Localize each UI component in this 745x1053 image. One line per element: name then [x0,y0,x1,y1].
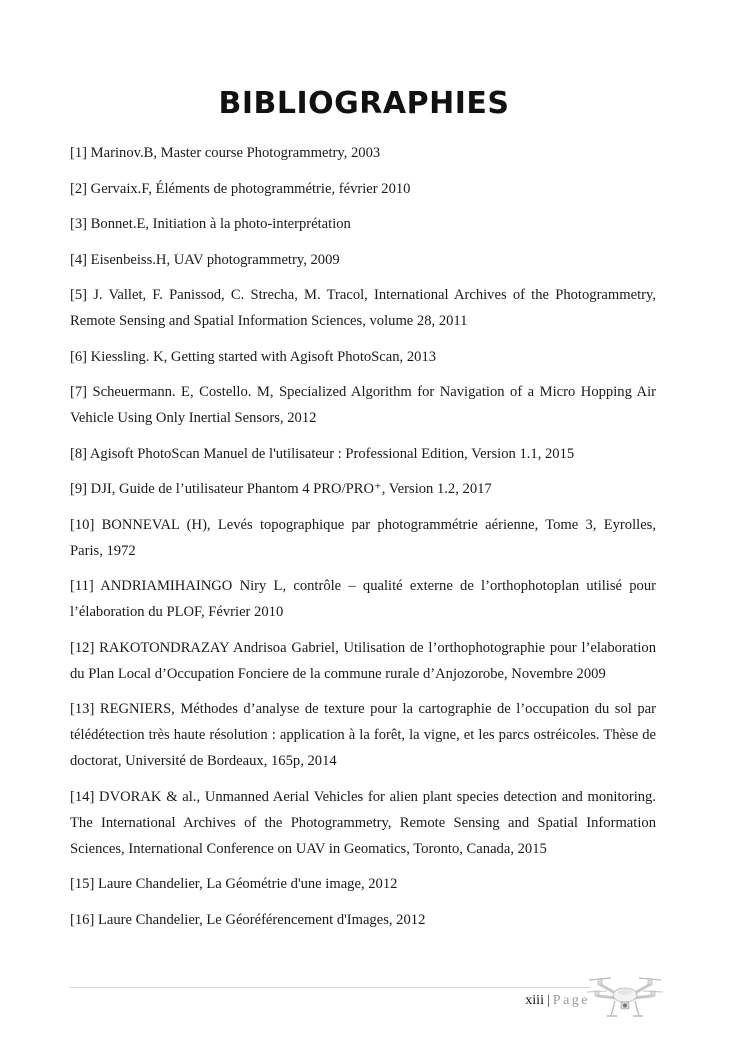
page-footer [480,992,590,1010]
page-number: xiii [525,993,544,1008]
reference-item: [3] Bonnet.E, Initiation à la photo-interprétation [70,216,351,232]
reference-item: [9] DJI, Guide de l’utilisateur Phantom 4 PRO/PRO⁺, Version 1.2, 2017 [70,481,492,497]
page-title: BIBLIOGRAPHIES [218,86,510,121]
reference-item: [11] ANDRIAMIHAINGO Niry L, contrôle – qualité externe de l’orthophotoplan utilisé pour l’élaboration du PLOF, Février 2010 [70,578,656,620]
reference-item: [14] DVORAK & al., Unmanned Aerial Vehicles for alien plant species detection and monitoring. The International Archives of the Photogrammetry, Remote Sensing and Spatial Information Sciences, International Conference on UAV in Geomatics, Toronto, Canada, 2015 [70,788,656,857]
reference-item: [6] Kiessling. K, Getting started with Agisoft PhotoScan, 2013 [70,348,437,365]
reference-item: [13] REGNIERS, Méthodes d’analyse de texture pour la cartographie de l’occupation du sol par télédétection très haute résolution : application à la forêt, la vigne, et les parcs ostréicoles. Thèse de doctorat, Université de Bordeaux, 165p, 2014 [70,701,656,769]
reference-item: [7] Scheuermann. E, Costello. M, Specialized Algorithm for Navigation of a Micro Hopping Air Vehicle Using Only Inertial Sensors, 2012 [70,384,656,426]
page-label: Page [552,993,590,1008]
reference-item: [16] Laure Chandelier, Le Géoréférencement d'Images, 2012 [70,911,426,928]
footer-divider [70,987,590,988]
reference-item: [4] Eisenbeiss.H, UAV photogrammetry, 2009 [70,251,340,268]
reference-item: [2] Gervaix.F, Éléments de photogrammétrie, février 2010 [70,180,411,197]
reference-item: [15] Laure Chandelier, La Géométrie d'une image, 2012 [70,876,398,892]
drone-icon [585,970,665,1026]
reference-item: [5] J. Vallet, F. Panissod, C. Strecha, M. Tracol, International Archives of the Photogrammetry, Remote Sensing and Spatial Information Sciences, volume 28, 2011 [70,287,656,329]
reference-list [70,140,656,942]
reference-item: [12] RAKOTONDRAZAY Andrisoa Gabriel, Utilisation de l’orthophotographie pour l’elaboration du Plan Local d’Occupation Fonciere de la commune rurale d’Anjozorobe, Novembre 2009 [70,639,656,682]
footer-separator: | [546,993,550,1008]
reference-item: [1] Marinov.B, Master course Photogrammetry, 2003 [70,145,381,161]
reference-item: [8] Agisoft PhotoScan Manuel de l'utilisateur : Professional Edition, Version 1.1, 2015 [70,445,575,462]
reference-item: [10] BONNEVAL (H), Levés topographique par photogrammétrie aérienne, Tome 3, Eyrolles, Paris, 1972 [70,516,656,559]
